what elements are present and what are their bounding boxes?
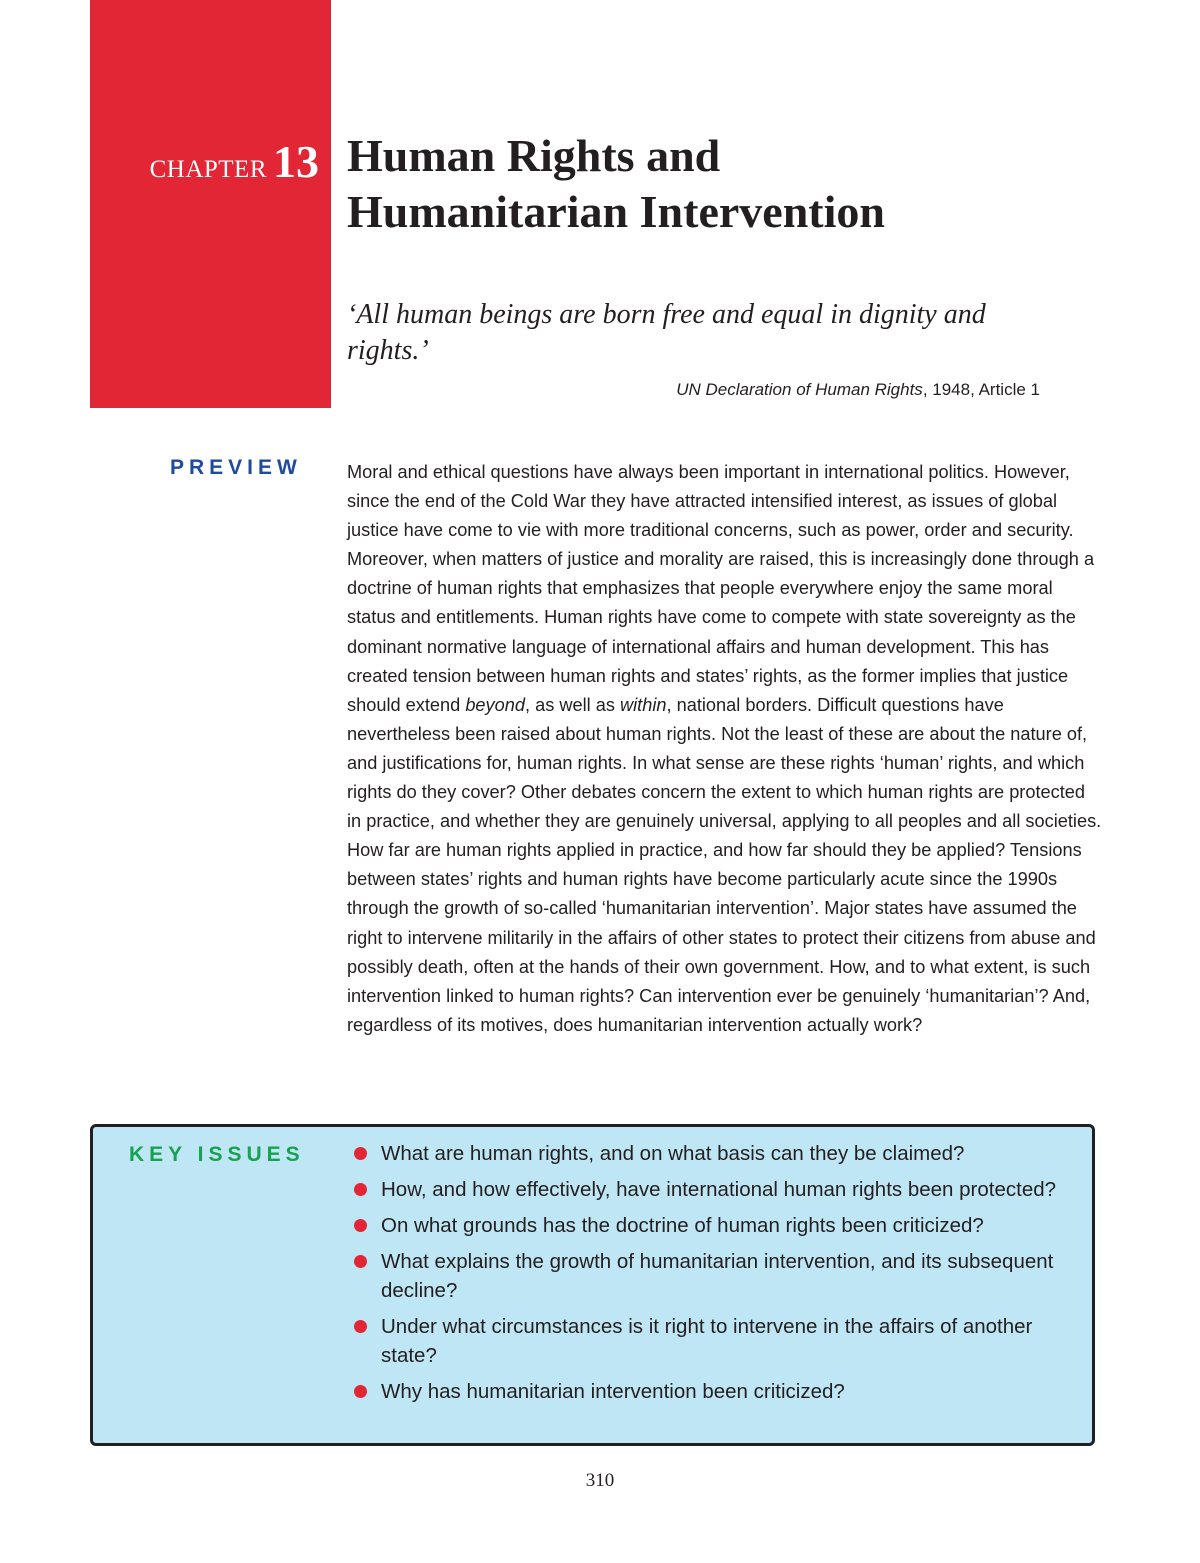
key-issue-text: What are human rights, and on what basis can they be claimed? [381, 1142, 965, 1165]
epigraph-quote: ‘All human beings are born free and equal in dignity and rights.’ [347, 299, 986, 366]
preview-text-3: , national borders. Difficult questions have nevertheless been raised about human rights. Not the least of these are about the nature of, and justifications for, human rights. In what sense are these rights ‘human’ rights, and which rights do they cover? Other debates concern the extent to which human rights are protected in practice, and whether they are genuinely universal, applying to all peoples and all societies. How far are human rights applied in practice, and how far should they be applied? Tensions between states’ rights and human rights have become particularly acute since the 1990s through the growth of so-called ‘humanitarian intervention’. Major states have assumed the right to intervene militarily in the affairs of other states to protect their citizens from abuse and possibly death, often at the hands of their own government. How, and to what extent, is such intervention linked to human rights? Can intervention ever be genuinely ‘humanitarian’? And, regardless of its motives, does humanitarian intervention actually work? [347, 694, 1102, 1035]
key-issue-item [351, 1377, 1071, 1406]
key-issue-text: Why has humanitarian intervention been criticized? [381, 1380, 845, 1403]
key-issue-text: What explains the growth of humanitarian intervention, and its subsequent decline? [381, 1250, 1054, 1302]
key-issues-box [90, 1124, 1095, 1446]
bullet-icon [354, 1320, 367, 1333]
key-issues-heading: KEY ISSUES [129, 1143, 305, 1166]
key-issue-item [351, 1211, 1071, 1240]
preview-heading: PREVIEW [170, 456, 302, 479]
key-issue-item [351, 1175, 1071, 1204]
key-issues-list [351, 1139, 1071, 1413]
key-issue-text: Under what circumstances is it right to intervene in the affairs of another state? [381, 1315, 1033, 1367]
preview-body [347, 458, 1103, 1040]
bullet-icon [354, 1183, 367, 1196]
chapter-label [150, 135, 319, 188]
epigraph-source-title: UN Declaration of Human Rights [676, 380, 923, 399]
chapter-title-line-1: Human Rights and [347, 130, 721, 181]
key-issue-item [351, 1247, 1071, 1305]
bullet-icon [354, 1147, 367, 1160]
epigraph-source [676, 380, 1040, 400]
bullet-icon [354, 1255, 367, 1268]
preview-text-2: , as well as [524, 694, 620, 715]
bullet-icon [354, 1385, 367, 1398]
key-issue-text: On what grounds has the doctrine of human rights been criticized? [381, 1214, 984, 1237]
chapter-title-line-2: Humanitarian Intervention [347, 186, 885, 237]
page-number: 310 [585, 1470, 615, 1491]
chapter-title [347, 128, 885, 240]
chapter-banner [90, 0, 331, 408]
preview-emphasis-within: within [620, 694, 667, 715]
preview-emphasis-beyond: beyond [465, 694, 525, 715]
key-issue-item [351, 1312, 1071, 1370]
key-issue-item [351, 1139, 1071, 1168]
epigraph-source-detail: , 1948, Article 1 [922, 380, 1040, 399]
preview-text-1: Moral and ethical questions have always been important in international politics. However, since the end of the Cold War they have attracted intensified interest, as issues of global justice have come to vie with more traditional concerns, such as power, order and security. Moreover, when matters of justice and morality are raised, this is increasingly done through a doctrine of human rights that emphasizes that people everywhere enjoy the same moral status and entitlements. Human rights have come to compete with state sovereignty as the dominant normative language of international affairs and human development. This has created tension between human rights and states’ rights, as the former implies that justice should extend [347, 462, 1095, 715]
chapter-word: CHAPTER [149, 156, 267, 183]
bullet-icon [354, 1219, 367, 1232]
key-issue-text: How, and how effectively, have international human rights been protected? [381, 1178, 1057, 1201]
chapter-number: 13 [273, 136, 319, 187]
